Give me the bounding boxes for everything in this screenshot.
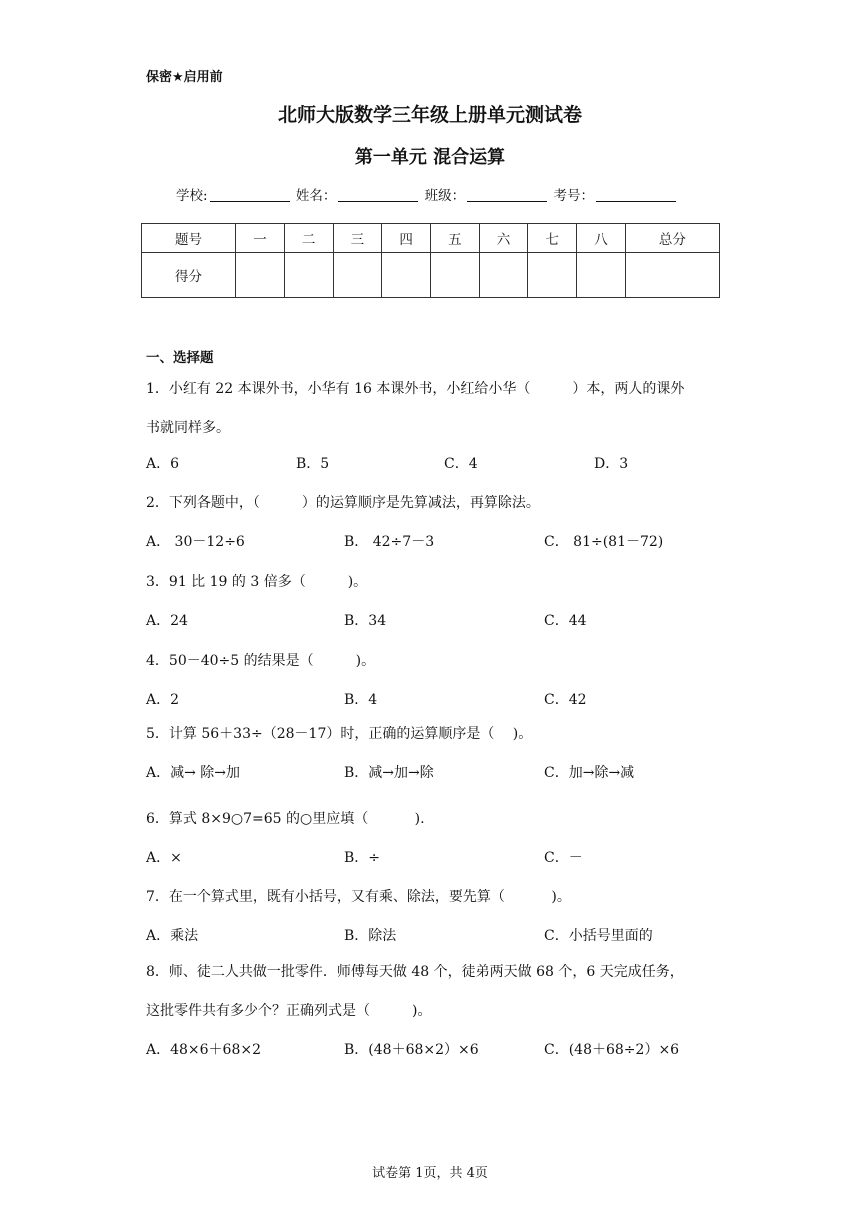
- question-4-option-a: A．2: [146, 692, 180, 708]
- score-table: [141, 223, 720, 298]
- score-table-cell: 七: [528, 224, 577, 253]
- question-4-option-c: C．42: [544, 692, 587, 708]
- exam-number-label: 考号：: [553, 188, 594, 204]
- question-2-line-1: 2．下列各题中，（ ）的运算顺序是先算减法，再算除法。: [146, 495, 540, 511]
- question-6-option-c: C．－: [544, 850, 583, 866]
- name-label: 姓名：: [295, 188, 337, 204]
- question-1-option-b: B．5: [296, 456, 330, 472]
- question-1-option-c: C．4: [444, 456, 478, 472]
- score-table-score-row: [142, 253, 720, 298]
- exam-subtitle: 第一单元 混合运算: [354, 147, 506, 168]
- score-input-cell: [479, 253, 528, 298]
- score-input-cell: [528, 253, 577, 298]
- score-table-header-row: [142, 224, 720, 253]
- exam-number-blank: [596, 187, 676, 202]
- score-input-cell: [430, 253, 479, 298]
- score-input-cell: [382, 253, 431, 298]
- question-1-line-2: 书就同样多。: [146, 420, 230, 436]
- score-table-cell: 总分: [625, 224, 719, 253]
- school-blank: [210, 187, 290, 202]
- question-6-option-a: A．×: [146, 850, 182, 866]
- score-input-cell: [333, 253, 382, 298]
- name-blank: [338, 187, 418, 202]
- question-8-option-c: C．(48＋68÷2）×6: [544, 1042, 680, 1058]
- question-8-option-a: A．48×6＋68×2: [146, 1042, 262, 1058]
- score-table-cell: 三: [333, 224, 382, 253]
- class-label: 班级：: [424, 188, 466, 204]
- question-3-line-1: 3．91 比 19 的 3 倍多（ )。: [146, 574, 368, 590]
- question-7-line-1: 7．在一个算式里，既有小括号，又有乘、除法，要先算（ )。: [146, 889, 571, 905]
- score-table-cell: 一: [236, 224, 285, 253]
- question-2-option-a: A． 30－12÷6: [146, 534, 245, 550]
- score-table-cell: 题号: [142, 224, 236, 253]
- score-table-cell: 二: [284, 224, 333, 253]
- question-3-option-c: C．44: [544, 613, 587, 629]
- score-input-cell: [236, 253, 285, 298]
- question-1-option-d: D．3: [594, 456, 629, 472]
- score-input-cell: [625, 253, 719, 298]
- score-table-cell: 六: [479, 224, 528, 253]
- question-3-option-a: A．24: [146, 613, 188, 629]
- question-1-line-1: 1．小红有 22 本课外书，小华有 16 本课外书，小红给小华（ ）本，两人的课外: [146, 381, 685, 397]
- question-6-option-b: B．÷: [344, 850, 381, 866]
- question-5-option-c: C．加→除→减: [544, 765, 635, 781]
- question-8-line-1: 8．师、徒二人共做一批零件．师傅每天做 48 个，徒弟两天做 68 个，6 天完成任务，: [146, 964, 684, 980]
- question-5-option-a: A．减→ 除→加: [146, 765, 241, 781]
- question-1-option-a: A．6: [146, 456, 180, 472]
- student-info-line: [176, 184, 678, 204]
- question-8-line-2: 这批零件共有多少个？正确列式是（ )。: [146, 1003, 432, 1019]
- section-title-multiple-choice: 一、选择题: [146, 350, 214, 366]
- page-footer: 试卷第 1页，共 4页: [372, 1166, 488, 1181]
- question-3-option-b: B．34: [344, 613, 387, 629]
- score-table-cell: 五: [430, 224, 479, 253]
- exam-title: 北师大版数学三年级上册单元测试卷: [277, 104, 582, 126]
- question-4-option-b: B．4: [344, 692, 378, 708]
- score-table-cell: 四: [382, 224, 431, 253]
- score-row-label: 得分: [142, 253, 236, 298]
- score-input-cell: [284, 253, 333, 298]
- score-table-cell: 八: [577, 224, 626, 253]
- question-5-line-1: 5．计算 56＋33÷（28－17）时，正确的运算顺序是（ )。: [146, 726, 533, 742]
- question-8-option-b: B．(48＋68×2）×6: [344, 1042, 479, 1058]
- question-2-option-c: C． 81÷(81－72): [544, 534, 664, 550]
- question-7-option-b: B．除法: [344, 928, 397, 944]
- question-5-option-b: B．减→加→除: [344, 765, 434, 781]
- question-6-line-1: 6．算式 8×9○7=65 的○里应填（ ).: [146, 811, 425, 827]
- confidential-label: 保密★启用前: [146, 70, 223, 85]
- question-2-option-b: B． 42÷7－3: [344, 534, 435, 550]
- question-4-line-1: 4．50－40÷5 的结果是（ )。: [146, 653, 376, 669]
- question-7-option-a: A．乘法: [146, 928, 199, 944]
- question-7-option-c: C．小括号里面的: [544, 928, 653, 944]
- school-label: 学校:: [176, 188, 208, 204]
- score-input-cell: [577, 253, 626, 298]
- class-blank: [467, 187, 547, 202]
